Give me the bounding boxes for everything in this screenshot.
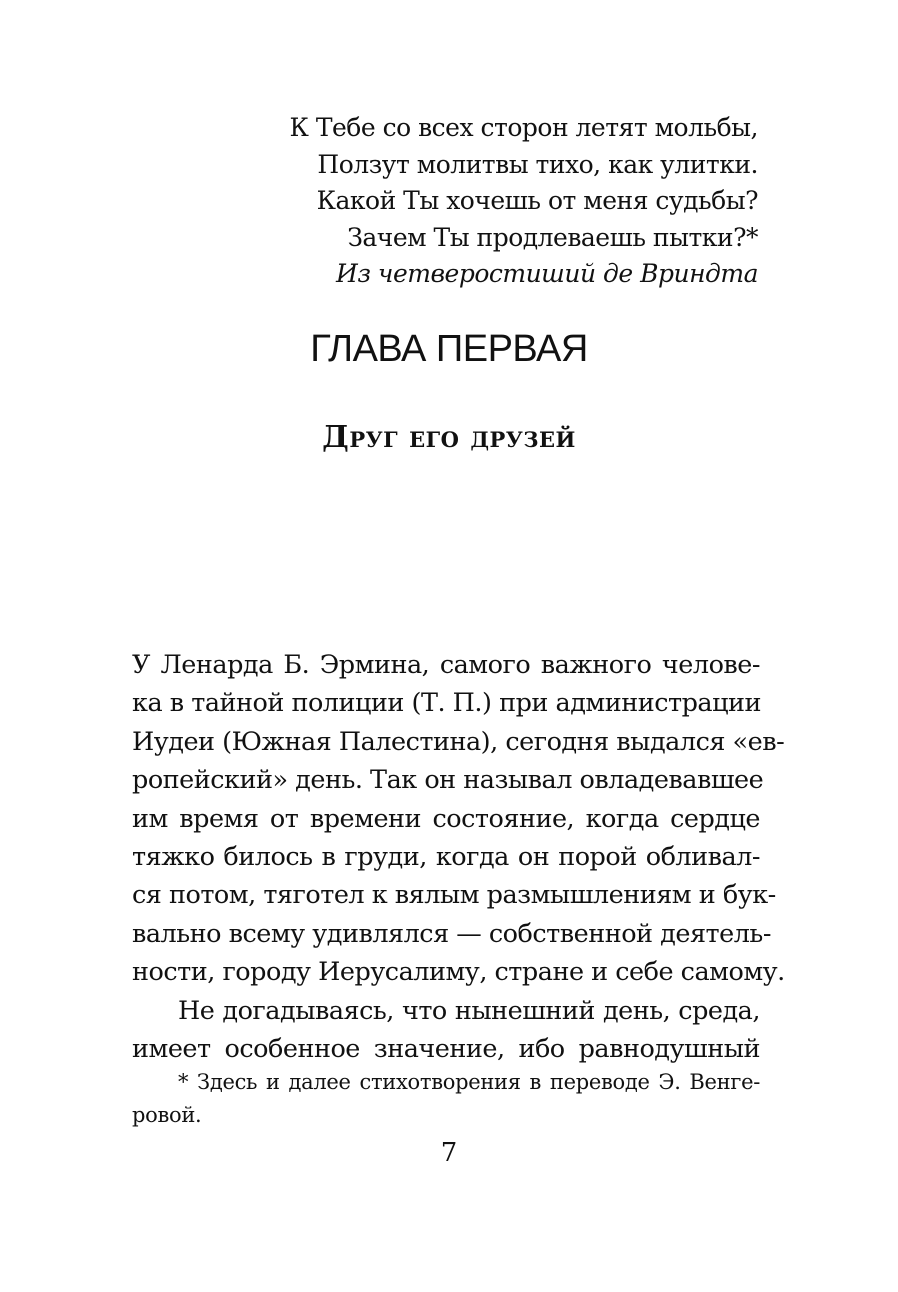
body-line: Иудеи (Южная Палестина), сегодня выдался «ев-: [132, 726, 785, 757]
epigraph-line: Какой Ты хочешь от меня судьбы?: [316, 186, 758, 215]
body-line: тяжко билось в груди, когда он порой обливал-: [132, 842, 760, 873]
footnote-line: ровой.: [132, 1103, 202, 1127]
body-line: ропейский» день. Так он называл овладевавшее: [132, 765, 764, 796]
epigraph-line: Зачем Ты продлеваешь пытки?*: [347, 222, 758, 252]
epigraph-attribution: Из четверостиший де Вриндта: [336, 259, 758, 288]
footnote: [132, 1066, 760, 1132]
epigraph-line: Ползут молитвы тихо, как улитки.: [317, 149, 758, 179]
body-line: им время от времени состояние, когда сердце: [132, 803, 760, 834]
body-line: Не догадываясь, что нынешний день, среда,: [178, 995, 760, 1026]
epigraph: [238, 110, 758, 293]
footnote-line: * Здесь и далее стихотворения в переводе Э. Венге-: [178, 1070, 760, 1094]
body-line: ности, городу Иерусалиму, стране и себе самому.: [132, 957, 785, 988]
epigraph-line: К Тебе со всех сторон летят мольбы,: [289, 113, 758, 142]
chapter-title: ГЛАВА ПЕРВАЯ: [310, 328, 588, 370]
page-number: 7: [440, 1138, 458, 1168]
body-line: ка в тайной полиции (Т. П.) при администрации: [132, 688, 762, 719]
body-line: У Ленарда Б. Эрмина, самого важного челове-: [132, 650, 760, 680]
body-line: имеет особенное значение, ибо равнодушный: [132, 1034, 760, 1065]
body-text: [132, 646, 785, 1068]
body-line: вально всему удивлялся — собственной деятель-: [132, 918, 771, 949]
body-line: ся потом, тяготел к вялым размышлениям и бук-: [132, 880, 776, 911]
chapter-subtitle: Друг его друзей: [322, 420, 576, 455]
